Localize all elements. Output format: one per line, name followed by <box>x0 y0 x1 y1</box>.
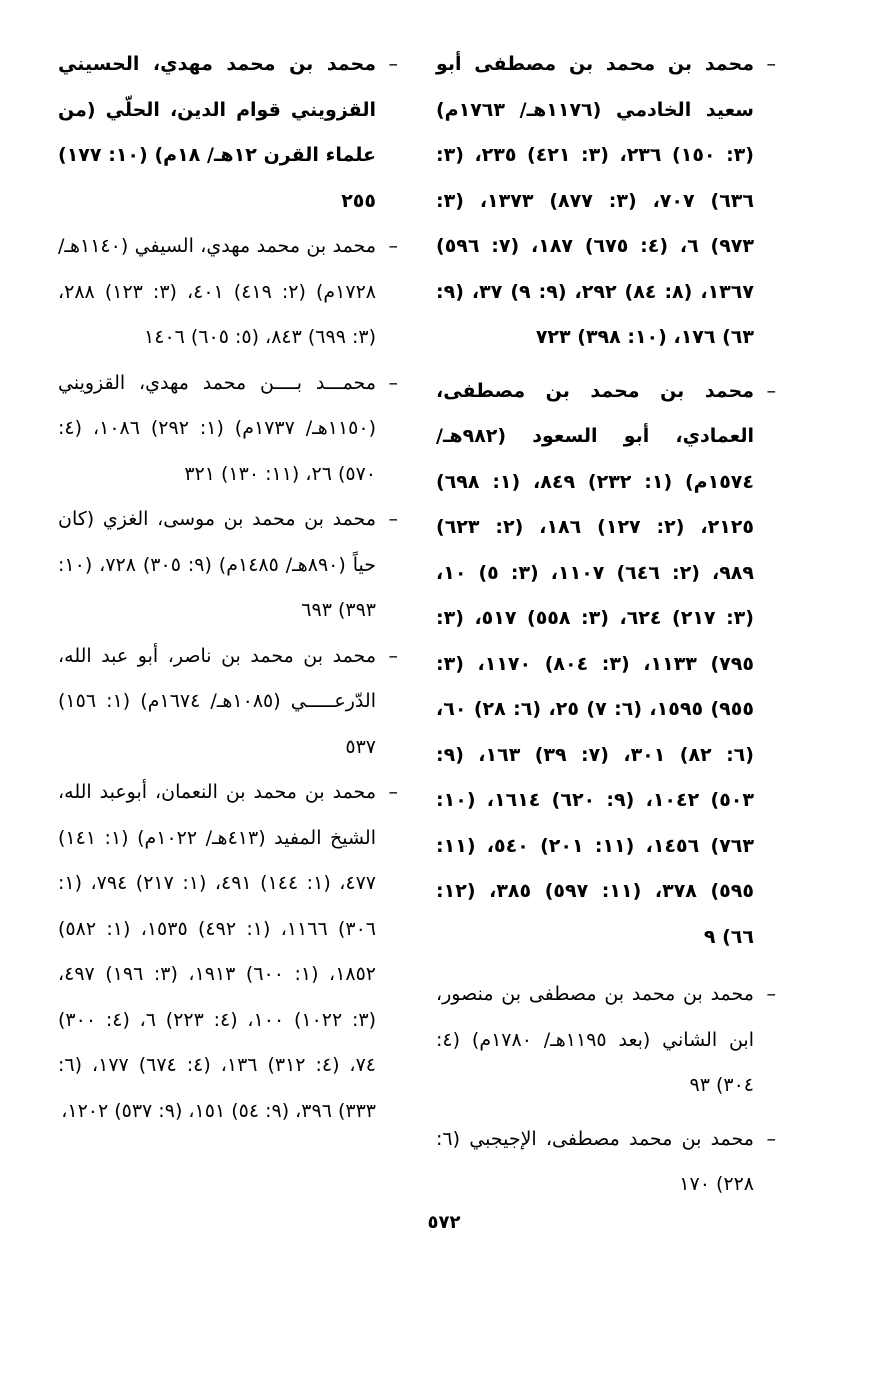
entry-dash: – <box>388 644 398 667</box>
index-column-right <box>436 42 776 1208</box>
index-entry <box>58 770 398 1134</box>
entry-text: محمد بن محمد بن مصطفى بن منصور، ابن الشاني (بعد ١١٩٥هـ/ ١٧٨٠م) (٤: ٣٠٤) ٩٣ <box>436 983 755 1096</box>
index-entry <box>58 497 398 634</box>
entry-dash: – <box>388 781 398 803</box>
entry-text: محمد بن محمد بن مصطفى أبو سعيد الخادمي (١١٧٦هـ/ ١٧٦٣م) (٣: ١٥٠) ٢٣٦، (٣: ٤٢١) ٢٣٥، (٣: ٦٣٦) ٧٠٧، (٣: ٨٧٧) ١٣٧٣، (٣: ٩٧٣) ٦، (٤: ٦٧٥) ١٨٧، (٧: ٥٩٦) ١٣٦٧، (٨: ٨٤) ٢٩٢، (٩: ٩) ٣٧، (٩: ٦٣) ١٧٦، (١٠: ٣٩٨) ٧٢٣ <box>436 53 754 348</box>
index-entry <box>58 42 398 224</box>
entry-dash: – <box>388 235 398 257</box>
index-entry <box>58 361 398 498</box>
entry-text: محمـــد بــــن محمد مهدي، القزويني (١١٥٠هـ/ ١٧٣٧م) (١: ٢٩٢) ١٠٨٦، (٤: ٥٧٠) ٢٦، (١١: ١٣٠) ٣٢١ <box>58 371 376 485</box>
entry-dash: – <box>388 508 398 530</box>
entry-text: محمد بن محمد مهدي، السيفي (١١٤٠هـ/ ١٧٢٨م) (٢: ٤١٩) ٤٠١، (٣: ١٢٣) ٢٨٨، (٣: ٦٩٩) ٨٤٣، (٥: ٦٠٥) ١٤٠٦ <box>58 235 376 348</box>
index-entry <box>436 42 776 361</box>
entry-text: محمد بن محمد مهدي، الحسيني القزويني قوام الدين، الحلّي (من علماء القرن ١٢هـ/ ١٨م) (١٠: ١٧٧) ٢٥٥ <box>58 53 376 212</box>
entry-text: محمد بن محمد مصطفى، الإجيجبي (٦: ٢٢٨) ١٧٠ <box>436 1127 754 1195</box>
index-column-left <box>58 42 398 1134</box>
index-entry <box>58 224 398 361</box>
page-number: ٥٧٢ <box>427 1212 461 1233</box>
entry-dash: – <box>766 1127 776 1150</box>
index-entry <box>436 369 776 961</box>
entry-dash: – <box>766 983 776 1005</box>
entry-dash: – <box>388 371 398 394</box>
entry-dash: – <box>766 379 776 402</box>
index-entry <box>58 634 398 771</box>
entry-dash: – <box>388 53 398 75</box>
entry-text: محمد بن محمد بن موسى، الغزي (كان حياً (٨٩٠هـ/ ١٤٨٥م) (٩: ٣٠٥) ٧٢٨، (١٠: ٣٩٣) ٦٩٣ <box>58 508 376 621</box>
index-entry <box>436 972 776 1109</box>
entry-text: محمد بن محمد بن مصطفى، العمادي، أبو السعود (٩٨٢هـ/ ١٥٧٤م) (١: ٢٣٢) ٨٤٩، (١: ٦٩٨) ٢١٢٥، (٢: ١٢٧) ١٨٦، (٢: ٦٢٣) ٩٨٩، (٢: ٦٤٦) ١١٠٧، (٣: ٥) ١٠، (٣: ٢١٧) ٦٢٤، (٣: ٥٥٨) ٥١٧، (٣: ٧٩٥) ١١٣٣، (٣: ٨٠٤) ١١٧٠، (٣: ٩٥٥) ١٥٩٥، (٦: ٧) ٢٥، (٦: ٢٨) ٦٠، (٦: ٨٢) ٣٠١، (٧: ٣٩) ١٦٣، (٩: ٥٠٣) ١٠٤٢، (٩: ٦٢٠) ١٦١٤، (١٠: ٧٦٣) ١٤٥٦، (١١: ٢٠١) ٥٤٠، (١١: ٥٩٥) ٣٧٨، (١١: ٥٩٧) ٣٨٥، (١٢: ٦٦) ٩ <box>436 379 754 948</box>
entry-text: محمد بن محمد بن ناصر، أبو عبد الله، الدّرعـــــي (١٠٨٥هـ/ ١٦٧٤م) (١: ١٥٦) ٥٣٧ <box>58 644 376 758</box>
entry-dash: – <box>766 53 776 75</box>
index-entry <box>436 1117 776 1208</box>
entry-text: محمد بن محمد بن النعمان، أبوعبد الله، الشيخ المفيد (٤١٣هـ/ ١٠٢٢م) (١: ١٤١) ٤٧٧، (١: ١٤٤) ٤٩١، (١: ٢١٧) ٧٩٤، (١: ٣٠٦) ١١٦٦، (١: ٤٩٢) ١٥٣٥، (١: ٥٨٢) ١٨٥٢، (١: ٦٠٠) ١٩١٣، (٣: ١٩٦) ٤٩٧، (٣: ١٠٢٢) ١٠٠، (٤: ٢٢٣) ٦، (٤: ٣٠٠) ٧٤، (٤: ٣١٢) ١٣٦، (٤: ٦٧٤) ١٧٧، (٦: ٣٣٣) ٣٩٦، (٩: ٥٤) ١٥١، (٩: ٥٣٧) ١٢٠٢، <box>58 781 377 1122</box>
